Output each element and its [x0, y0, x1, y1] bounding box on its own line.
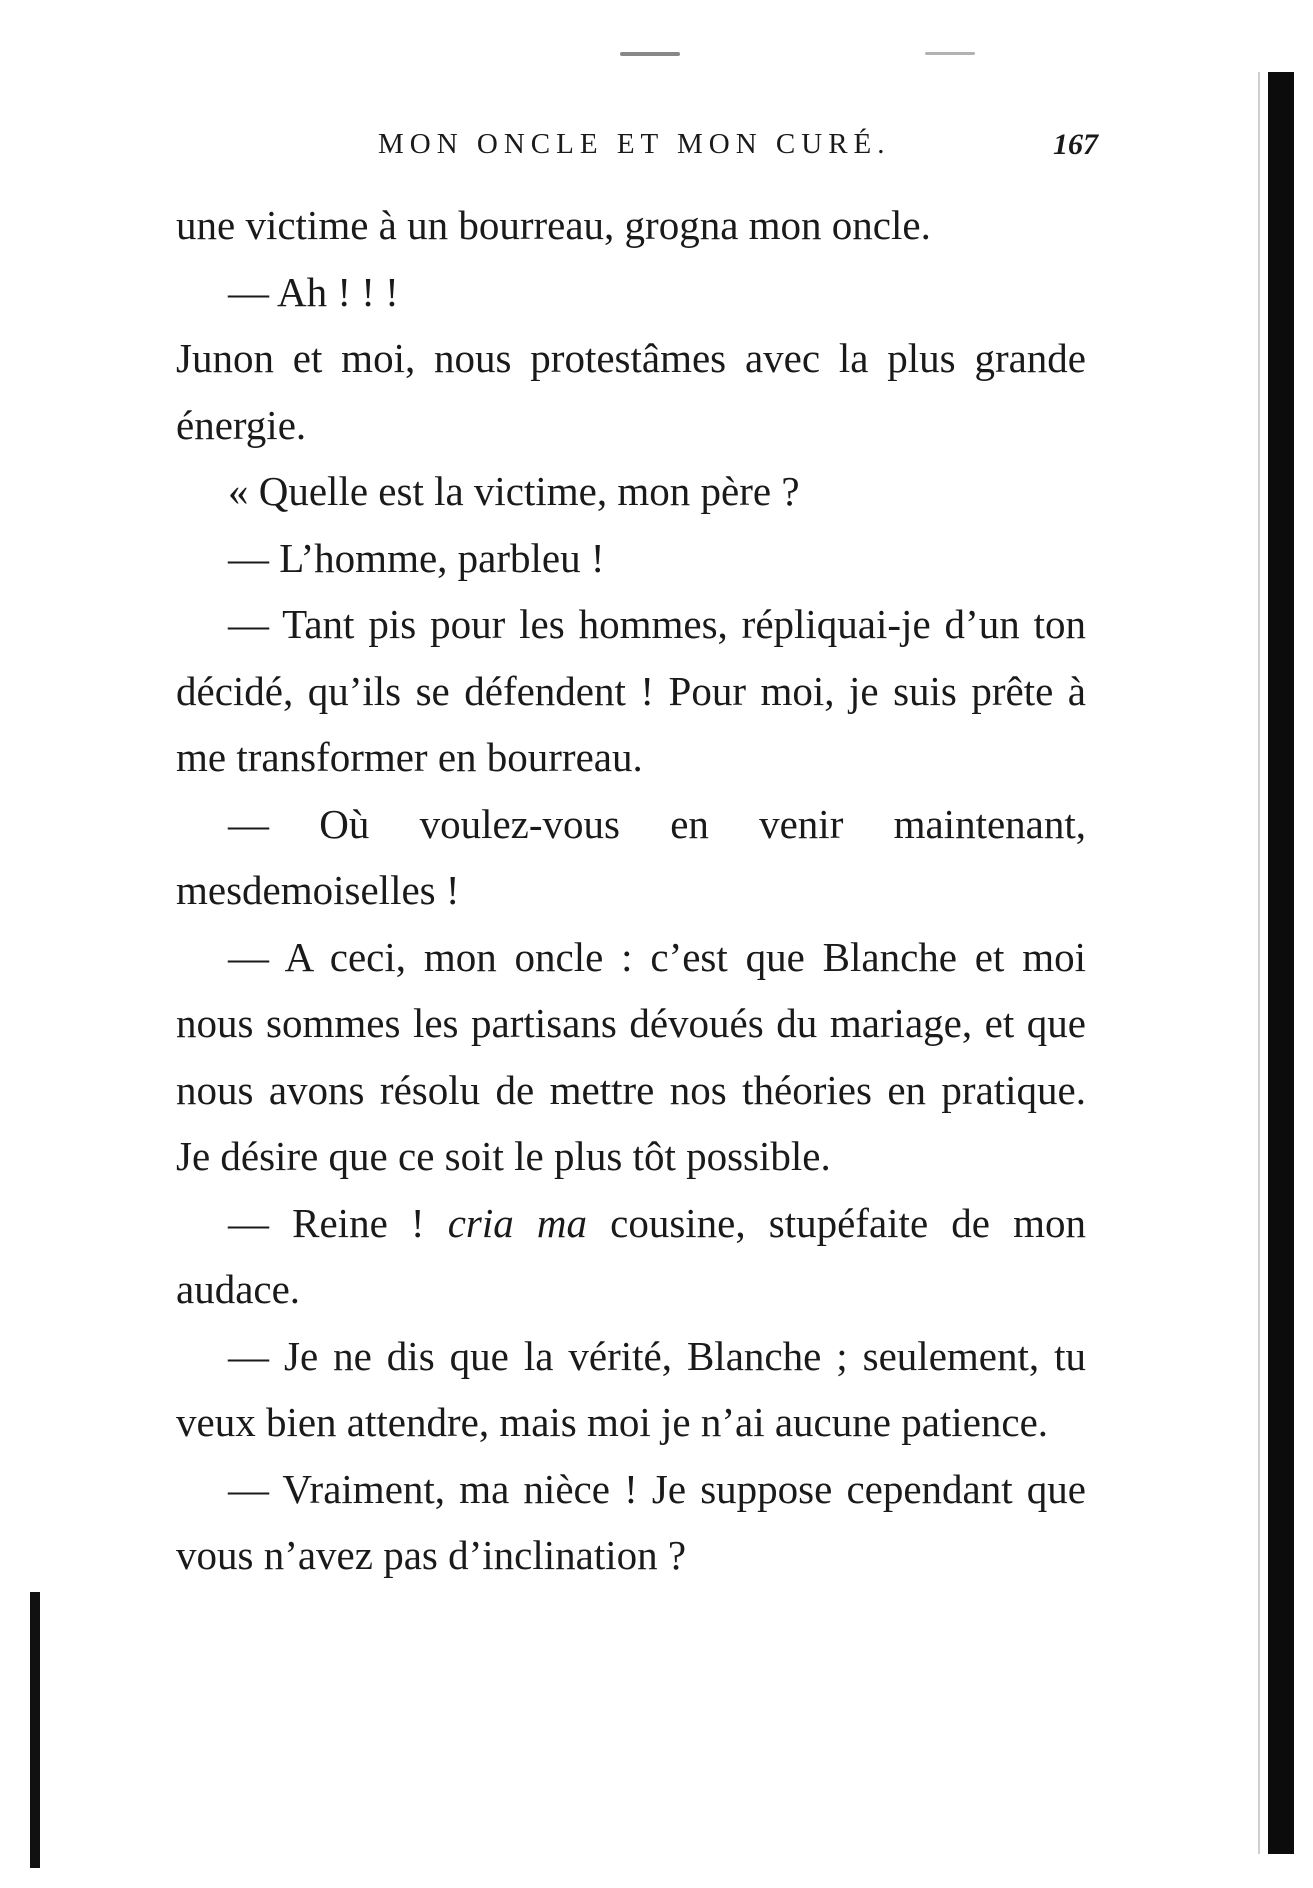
- paragraph-text: — Reine !: [228, 1199, 448, 1246]
- page-number: 167: [1053, 128, 1098, 161]
- paragraph: — Ah ! ! !: [228, 268, 399, 315]
- paragraph: Junon et moi, nous protestâmes avec la plus grande énergie.: [176, 335, 1086, 448]
- paragraph: — Je ne dis que la vérité, Blanche ; seulement, tu veux bien attendre, mais moi je n’ai aucune patience.: [176, 1332, 1086, 1445]
- page-edge-shadow: [1268, 72, 1294, 1854]
- paragraph: — Où voulez-vous en venir maintenant, mesdemoiselles !: [176, 800, 1086, 913]
- paragraph: « Quelle est la victime, mon père ?: [228, 468, 800, 514]
- paragraph: — Vraiment, ma nièce ! Je suppose cependant que vous n’avez pas d’inclination ?: [176, 1465, 1086, 1578]
- paragraph: — Tant pis pour les hommes, répliquai-je d’un ton décidé, qu’ils se défendent ! Pour moi, je suis prête à me transformer en bourreau.: [176, 601, 1086, 780]
- paragraph: — A ceci, mon oncle : c’est que Blanche et moi nous sommes les partisans dévoués du mariage, et que nous avons résolu de mettre nos théories en pratique. Je désire que ce soit le plus tôt possible.: [176, 933, 1086, 1179]
- paragraph: une victime à un bourreau, grogna mon oncle.: [176, 202, 931, 248]
- italic-text: cria ma: [447, 1199, 587, 1246]
- running-head: [378, 128, 1098, 168]
- running-title: MON ONCLE ET MON CURÉ.: [378, 128, 891, 160]
- paragraph: — L’homme, parbleu !: [228, 534, 605, 581]
- paragraph: [176, 1190, 1086, 1323]
- binding-edge-shadow: [30, 1592, 40, 1868]
- page-edge-line: [1258, 72, 1260, 1854]
- body-text: [176, 192, 1086, 1589]
- scan-mark: [925, 52, 975, 55]
- scan-mark: [620, 52, 680, 56]
- paragraph-text: cousine, stupéfaite de mon audace.: [176, 1199, 1086, 1312]
